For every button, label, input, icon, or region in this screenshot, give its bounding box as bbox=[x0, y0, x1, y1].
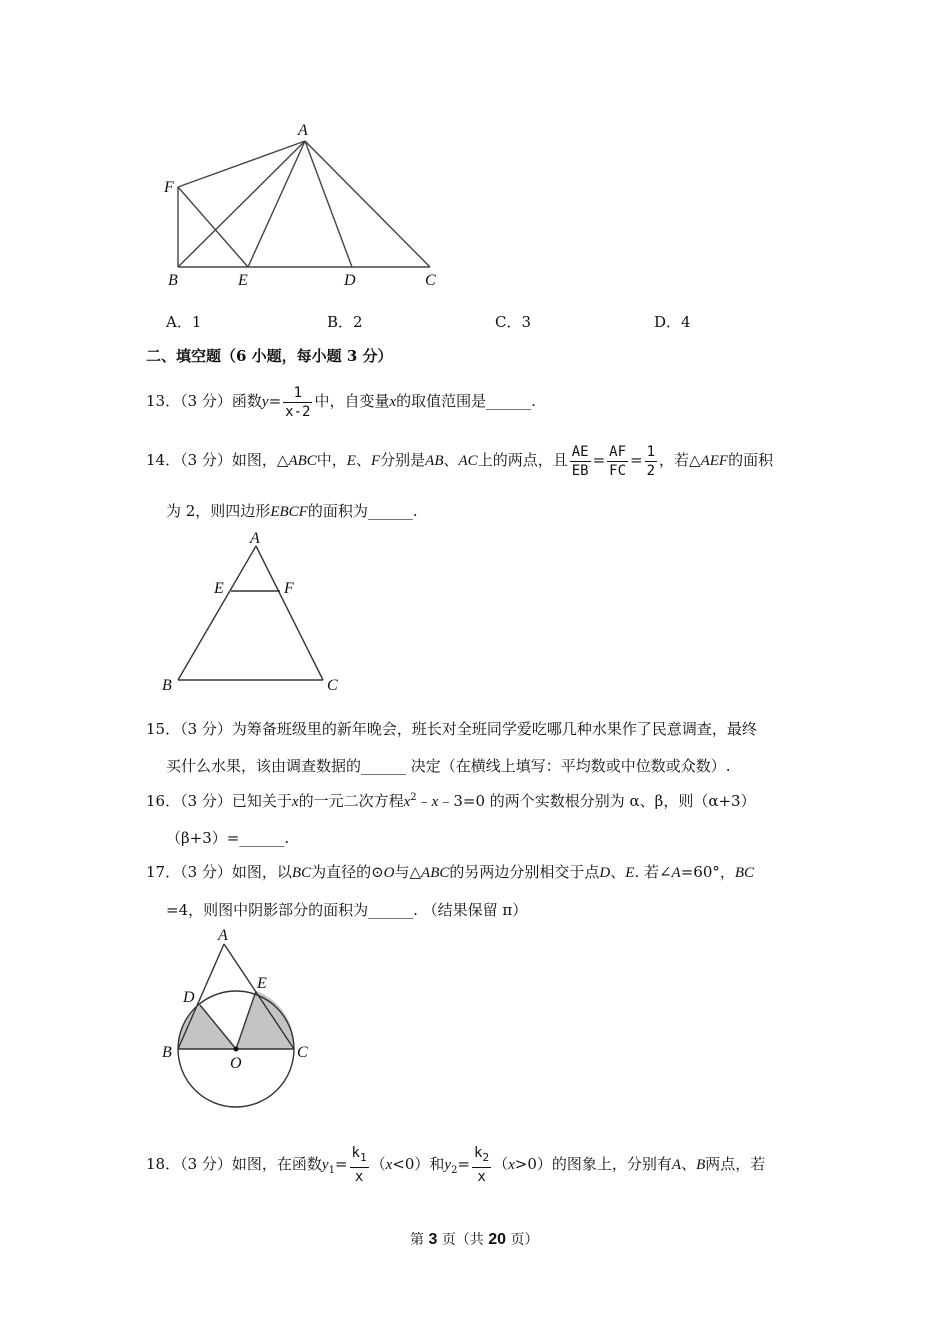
center-dot bbox=[234, 1047, 239, 1052]
q13-mid: 中，自变量 bbox=[314, 392, 390, 410]
label-C: C bbox=[327, 677, 338, 694]
q18-sep: 、 bbox=[681, 1155, 697, 1173]
q18-cond1: （ bbox=[370, 1155, 386, 1173]
label-B: B bbox=[162, 1044, 172, 1061]
q18-sub1: 1 bbox=[328, 1165, 335, 1176]
q18-eq: = bbox=[334, 1155, 348, 1173]
q14-line2a: 为 2，则四边形 bbox=[166, 502, 271, 520]
q13-frac-num: 1 bbox=[283, 384, 312, 403]
q14-f2-den: FC bbox=[609, 462, 626, 479]
q18-cond1b: <0）和 bbox=[392, 1155, 445, 1173]
label-E: E bbox=[238, 272, 248, 289]
q17-e: E bbox=[625, 865, 635, 881]
q18-p2: 两点，若 bbox=[705, 1155, 766, 1173]
q13-text: 13．（3 分）函数 bbox=[146, 392, 262, 410]
q18-a: A bbox=[671, 1157, 682, 1173]
option-b: B．2 bbox=[327, 313, 363, 331]
q16-sup: 2 bbox=[410, 792, 417, 803]
option-c: C．3 bbox=[495, 313, 532, 331]
page-footer bbox=[410, 1229, 539, 1249]
q18-y2: y bbox=[444, 1157, 452, 1173]
footer-pre: 第 bbox=[410, 1232, 424, 1248]
q18-eq2: = bbox=[457, 1155, 471, 1173]
q13-eq: = bbox=[268, 392, 282, 410]
q17-o: O bbox=[383, 865, 395, 881]
option-d: D．4 bbox=[654, 313, 691, 331]
q17-p5: . 若∠ bbox=[634, 863, 672, 881]
q18-frac-k1 bbox=[350, 1144, 369, 1186]
q13-rest: 的取值范围是______. bbox=[396, 392, 536, 410]
q14-e: E bbox=[346, 453, 356, 469]
q14-ab: AB bbox=[425, 453, 444, 469]
q17-d: D bbox=[599, 865, 611, 881]
question-18 bbox=[146, 1142, 765, 1193]
footer-post: 页） bbox=[510, 1232, 539, 1248]
label-C: C bbox=[425, 272, 436, 289]
q16-x: x bbox=[291, 794, 299, 810]
q14-f3-num: 1 bbox=[646, 443, 656, 460]
q16-p3: ﹣ bbox=[416, 792, 432, 810]
q14-eq1: = bbox=[592, 451, 606, 469]
shaded-region-right bbox=[236, 991, 294, 1049]
label-F: F bbox=[284, 580, 294, 597]
q16-x3: x bbox=[431, 794, 439, 810]
q14-f3-den: 2 bbox=[646, 462, 656, 479]
q18-k2-num bbox=[472, 1144, 491, 1168]
label-D: D bbox=[344, 272, 356, 289]
q16-x2: x bbox=[403, 794, 411, 810]
label-A: A bbox=[298, 122, 308, 139]
label-E: E bbox=[257, 975, 267, 992]
label-E: E bbox=[214, 580, 224, 597]
q14-sep2: 、 bbox=[443, 451, 459, 469]
q13-var-y: y bbox=[261, 394, 269, 410]
label-C: C bbox=[297, 1044, 308, 1061]
q14-eq2: = bbox=[630, 451, 643, 469]
q14-f2-num: AF bbox=[609, 443, 626, 460]
q16-p4: ﹣3=0 的两个实数根分别为 α、β，则（α+3） bbox=[438, 792, 756, 810]
q18-cond2b: >0）的图象上，分别有 bbox=[514, 1155, 672, 1173]
label-B: B bbox=[162, 677, 172, 694]
label-O: O bbox=[230, 1055, 242, 1072]
q13-frac-den: x-2 bbox=[285, 403, 311, 420]
question-16-line2: （β+3）=______. bbox=[166, 829, 290, 847]
option-a: A．1 bbox=[166, 313, 202, 331]
q18-k1-sub: 1 bbox=[359, 1150, 367, 1164]
q14-f1-den: EB bbox=[571, 462, 589, 479]
q18-k2: k bbox=[474, 1145, 483, 1162]
q17-p3: 与△ bbox=[394, 863, 422, 881]
q14-sep: 、 bbox=[355, 451, 371, 469]
q16-p1: 16．（3 分）已知关于 bbox=[146, 792, 292, 810]
q17-bc2: BC bbox=[734, 865, 755, 881]
footer-page-number: 3 bbox=[428, 1231, 438, 1248]
q14-ac: AC bbox=[458, 453, 478, 469]
q17-abc: ABC bbox=[421, 865, 450, 881]
question-15-line1: 15．（3 分）为筹备班级里的新年晚会，班长对全班同学爱吃哪几种水果作了民意调查，最终 bbox=[146, 720, 757, 738]
label-B: B bbox=[168, 272, 178, 289]
q17-sep: 、 bbox=[610, 863, 626, 881]
shaded-region-left bbox=[178, 1005, 236, 1049]
q14-line2b: 的面积为______. bbox=[307, 502, 418, 520]
q18-cond2: （ bbox=[493, 1155, 509, 1173]
q14-p3: 上的两点，且 bbox=[477, 451, 568, 469]
footer-total-pages: 20 bbox=[488, 1231, 507, 1248]
q18-p1: 18．（3 分）如图，在函数 bbox=[146, 1155, 322, 1173]
q14-f1-num: AE bbox=[571, 443, 589, 460]
q18-k1-den: x bbox=[354, 1168, 364, 1185]
label-A: A bbox=[218, 927, 228, 944]
q17-bc: BC bbox=[291, 865, 312, 881]
q18-k1-num bbox=[350, 1144, 369, 1168]
q14-ebcf: EBCF bbox=[270, 504, 308, 520]
q14-abc: ABC bbox=[288, 453, 317, 469]
q14-p5: 的面积 bbox=[728, 451, 774, 469]
q18-y1: y bbox=[321, 1157, 329, 1173]
q18-cx2: x bbox=[508, 1157, 515, 1173]
label-D: D bbox=[183, 989, 195, 1006]
q18-cx1: x bbox=[385, 1157, 393, 1173]
q14-p4: ，若△ bbox=[659, 451, 701, 469]
question-17-line2: =4，则图中阴影部分的面积为______. （结果保留 π） bbox=[166, 901, 528, 919]
q17-p1: 17．（3 分）如图，以 bbox=[146, 863, 292, 881]
q18-b: B bbox=[696, 1157, 706, 1173]
q14-aef: AEF bbox=[700, 453, 729, 469]
q14-f: F bbox=[370, 453, 381, 469]
q14-text: 14．（3 分）如图，△ bbox=[146, 451, 289, 469]
q17-p6: =60°， bbox=[680, 863, 735, 881]
q16-p2: 的一元二次方程 bbox=[298, 792, 404, 810]
q13-var-x: x bbox=[389, 394, 397, 410]
q14-p1: 中， bbox=[316, 451, 347, 469]
question-15-line2: 买什么水果，该由调查数据的______ 决定（在横线上填写：平均数或中位数或众数）. bbox=[166, 757, 731, 775]
q18-frac-k2 bbox=[472, 1144, 491, 1186]
q18-k2-sub: 2 bbox=[482, 1150, 490, 1164]
label-A: A bbox=[250, 530, 260, 547]
q18-sub2: 2 bbox=[451, 1165, 458, 1176]
section-heading: 二、填空题（6 小题，每小题 3 分） bbox=[146, 347, 393, 365]
q17-p4: 的另两边分别相交于点 bbox=[449, 863, 600, 881]
label-F: F bbox=[164, 179, 174, 196]
q18-k1: k bbox=[351, 1145, 360, 1162]
q17-p2: 为直径的⊙ bbox=[311, 863, 384, 881]
q18-k2-den: x bbox=[477, 1168, 486, 1185]
q14-p2: 分别是 bbox=[380, 451, 426, 469]
q17-a: A bbox=[671, 865, 681, 881]
footer-mid: 页（共 bbox=[441, 1232, 484, 1248]
